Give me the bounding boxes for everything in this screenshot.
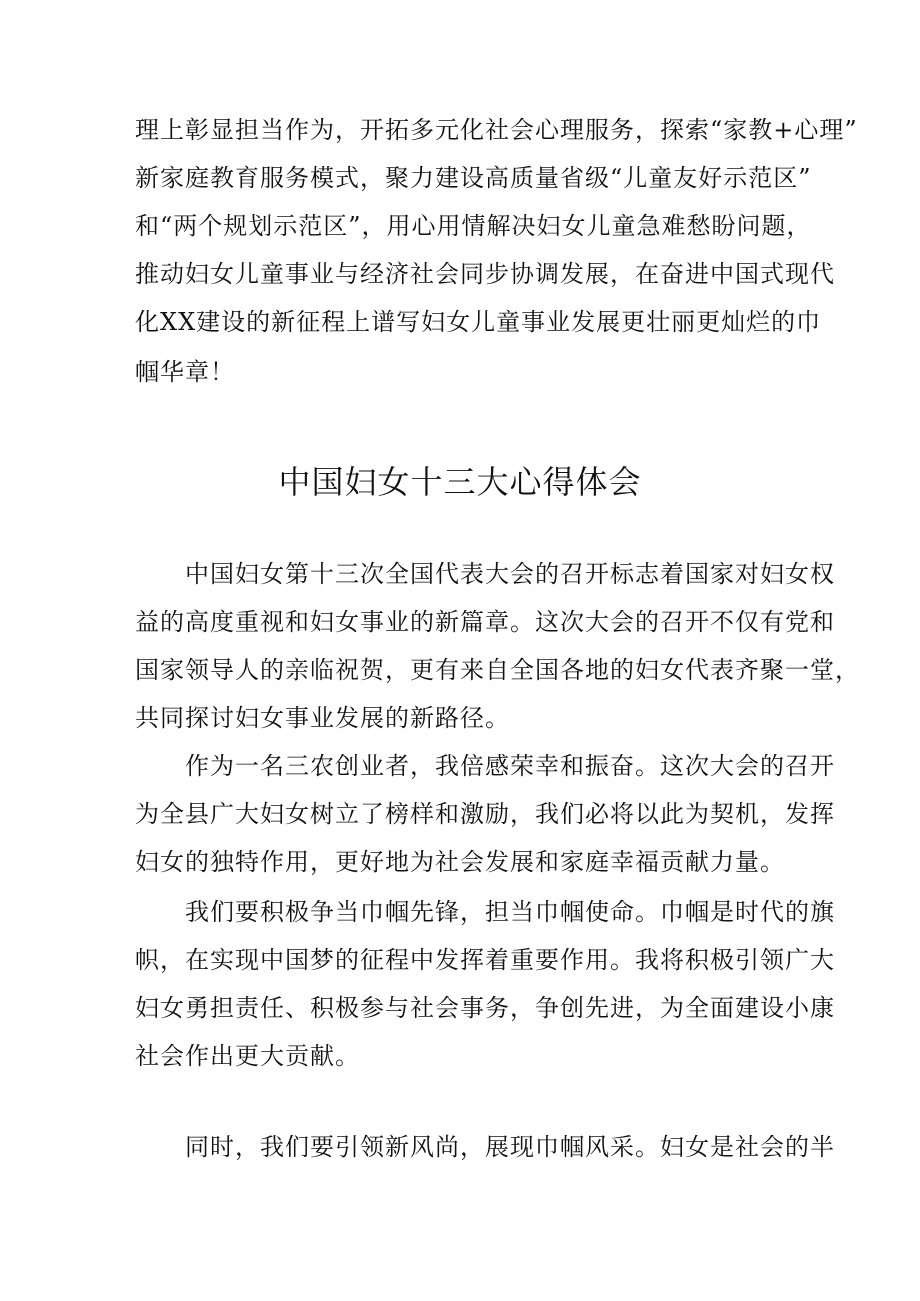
body-line-7: 妇女的独特作用，更好地为社会发展和家庭幸福贡献力量。 bbox=[135, 848, 785, 876]
body-line-10: 妇女勇担责任、积极参与社会事务，争创先进，为全面建设小康 bbox=[135, 994, 835, 1022]
body-line-11: 社会作出更大贡献。 bbox=[135, 1042, 360, 1070]
intro-line-6: 帼华章！ bbox=[135, 358, 235, 386]
body-line-5: 作为一名三农创业者，我倍感荣幸和振奋。这次大会的召开 bbox=[135, 752, 835, 780]
intro-line-4: 推动妇女儿童事业与经济社会同步协调发展，在奋进中国式现代 bbox=[135, 260, 835, 288]
body-line-3: 国家领导人的亲临祝贺，更有来自全国各地的妇女代表齐聚一堂， bbox=[135, 656, 860, 684]
page-title: 中国妇女十三大心得体会 bbox=[278, 463, 642, 501]
intro-line-5: 化XX建设的新征程上谱写妇女儿童事业发展更壮丽更灿烂的巾 bbox=[135, 308, 822, 336]
body-line-4: 共同探讨妇女事业发展的新路径。 bbox=[135, 704, 510, 732]
body-line-1: 中国妇女第十三次全国代表大会的召开标志着国家对妇女权 bbox=[135, 560, 835, 588]
body-line-2: 益的高度重视和妇女事业的新篇章。这次大会的召开不仅有党和 bbox=[135, 608, 835, 636]
body-line-8: 我们要积极争当巾帼先锋，担当巾帼使命。巾帼是时代的旗 bbox=[135, 898, 835, 926]
body-line-9: 帜，在实现中国梦的征程中发挥着重要作用。我将积极引领广大 bbox=[135, 946, 835, 974]
body-line-12: 同时，我们要引领新风尚，展现巾帼风采。妇女是社会的半 bbox=[135, 1133, 835, 1161]
body-line-6: 为全县广大妇女树立了榜样和激励，我们必将以此为契机，发挥 bbox=[135, 800, 835, 828]
intro-line-1: 理上彰显担当作为，开拓多元化社会心理服务，探索“家教+心理” bbox=[135, 116, 858, 144]
intro-line-3: 和“两个规划示范区”，用心用情解决妇女儿童急难愁盼问题， bbox=[135, 212, 812, 240]
intro-line-2: 新家庭教育服务模式，聚力建设高质量省级“儿童友好示范区” bbox=[135, 164, 812, 192]
